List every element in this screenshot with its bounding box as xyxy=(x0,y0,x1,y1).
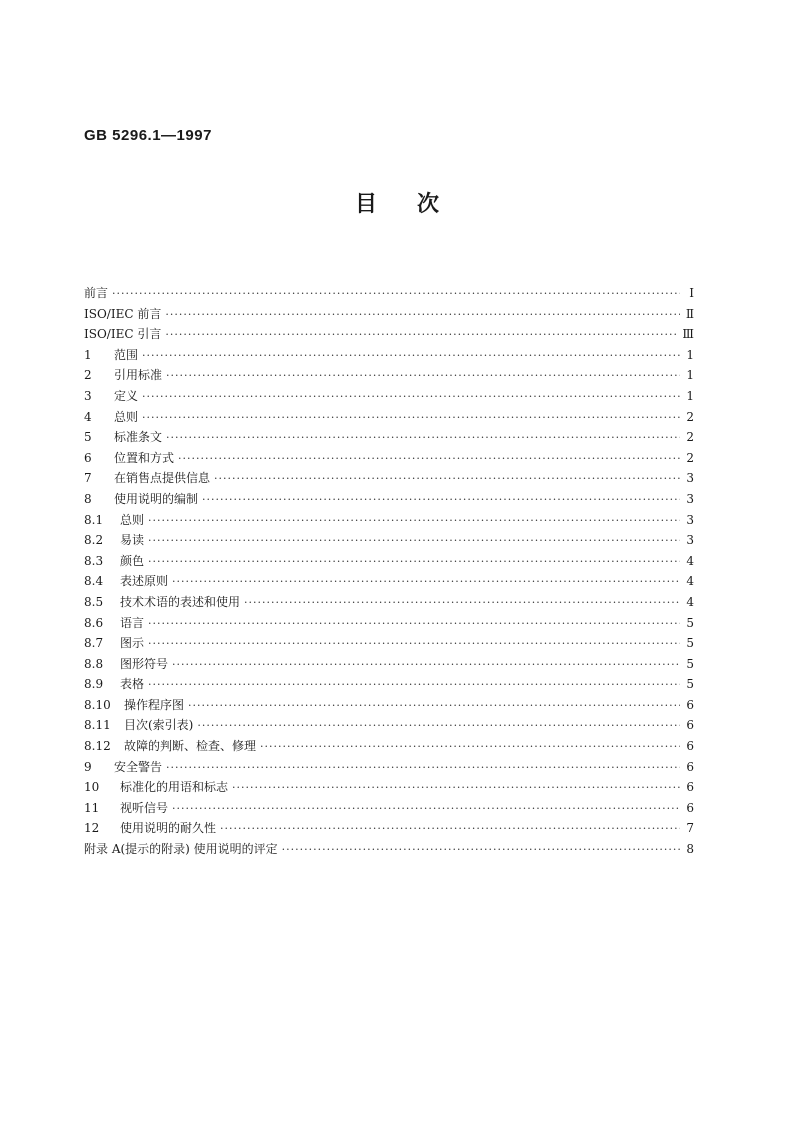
toc-entry-page: 3 xyxy=(686,533,694,548)
toc-entry[interactable] xyxy=(84,365,694,386)
toc-dot-leader xyxy=(112,284,680,305)
toc-entry[interactable] xyxy=(84,468,694,489)
toc-entry-title: 总则 xyxy=(120,512,145,527)
toc-entry[interactable] xyxy=(84,283,694,304)
toc-dot-leader xyxy=(148,634,680,655)
toc-entry[interactable] xyxy=(84,427,694,448)
toc-entry-title: 故障的判断、检查、修理 xyxy=(124,739,257,754)
toc-entry-title: 目次(索引表) xyxy=(124,718,194,733)
toc-entry-number: 8.2 xyxy=(84,533,104,548)
toc-entry[interactable] xyxy=(84,386,694,407)
toc-dot-leader xyxy=(197,716,680,737)
toc-entry-title: 操作程序图 xyxy=(124,697,185,712)
toc-entry-page: 4 xyxy=(686,553,694,568)
toc-dot-leader xyxy=(148,511,680,532)
toc-entry[interactable] xyxy=(84,839,694,860)
table-of-contents xyxy=(84,283,694,860)
toc-dot-leader xyxy=(142,387,680,408)
toc-dot-leader xyxy=(148,552,680,573)
toc-entry-page: 1 xyxy=(686,368,694,383)
toc-entry[interactable] xyxy=(84,304,694,325)
toc-entry-page: 6 xyxy=(686,780,694,795)
toc-entry-page: 6 xyxy=(686,697,694,712)
toc-entry[interactable] xyxy=(84,324,694,345)
toc-entry-page: 6 xyxy=(686,800,694,815)
toc-entry-page: 8 xyxy=(686,842,694,857)
toc-entry-number: 5 xyxy=(84,430,92,445)
toc-entry-title: 引用标准 xyxy=(114,368,163,383)
toc-entry[interactable] xyxy=(84,695,694,716)
toc-entry[interactable] xyxy=(84,674,694,695)
toc-entry[interactable] xyxy=(84,510,694,531)
toc-entry-number: 10 xyxy=(84,780,100,795)
toc-entry-page: 5 xyxy=(686,636,694,651)
toc-entry-page: 5 xyxy=(686,615,694,630)
toc-entry-title: 标准条文 xyxy=(114,430,163,445)
toc-dot-leader xyxy=(282,840,680,861)
toc-entry-number: 7 xyxy=(84,471,92,486)
toc-entry[interactable] xyxy=(84,613,694,634)
toc-entry-page: Ⅱ xyxy=(685,306,694,321)
toc-entry-page: 6 xyxy=(686,718,694,733)
toc-dot-leader xyxy=(214,469,680,490)
toc-entry-number: 3 xyxy=(84,388,92,403)
toc-entry-page: 7 xyxy=(686,821,694,836)
toc-dot-leader xyxy=(232,778,680,799)
toc-entry[interactable] xyxy=(84,489,694,510)
toc-entry[interactable] xyxy=(84,571,694,592)
toc-entry-page: 1 xyxy=(686,388,694,403)
toc-entry-page: 6 xyxy=(686,739,694,754)
toc-entry-title: 定义 xyxy=(114,388,139,403)
toc-dot-leader xyxy=(148,675,680,696)
toc-dot-leader xyxy=(178,449,680,470)
toc-entry-number: 8.1 xyxy=(84,512,104,527)
toc-entry[interactable] xyxy=(84,345,694,366)
toc-entry-title: 总则 xyxy=(114,409,139,424)
toc-dot-leader xyxy=(188,696,680,717)
toc-entry-page: 3 xyxy=(686,491,694,506)
toc-entry-page: 6 xyxy=(686,759,694,774)
toc-entry-number: 8.6 xyxy=(84,615,104,630)
toc-entry-title: 安全警告 xyxy=(114,759,163,774)
toc-entry-number: 8.9 xyxy=(84,677,104,692)
document-code: GB 5296.1—1997 xyxy=(84,127,212,144)
toc-entry-number: 11 xyxy=(84,800,100,815)
toc-entry-page: 3 xyxy=(686,512,694,527)
toc-entry[interactable] xyxy=(84,757,694,778)
toc-dot-leader xyxy=(244,593,680,614)
toc-entry-page: 2 xyxy=(686,450,694,465)
toc-entry-number: 6 xyxy=(84,450,92,465)
toc-entry-title: 图示 xyxy=(120,636,145,651)
toc-dot-leader xyxy=(166,758,680,779)
toc-entry-page: Ⅲ xyxy=(682,327,694,342)
toc-entry-number: 8.7 xyxy=(84,636,104,651)
toc-entry-page: 2 xyxy=(686,409,694,424)
toc-entry-title: 表格 xyxy=(120,677,145,692)
toc-dot-leader xyxy=(166,428,680,449)
toc-entry-title: 使用说明的耐久性 xyxy=(120,821,217,836)
toc-dot-leader xyxy=(142,408,680,429)
toc-entry[interactable] xyxy=(84,530,694,551)
toc-entry-title: ISO/IEC 前言 xyxy=(84,306,162,321)
toc-dot-leader xyxy=(148,531,680,552)
toc-entry-page: 2 xyxy=(686,430,694,445)
toc-entry-number: 8.5 xyxy=(84,594,104,609)
toc-entry-number: 8.3 xyxy=(84,553,104,568)
toc-entry[interactable] xyxy=(84,818,694,839)
toc-entry[interactable] xyxy=(84,798,694,819)
toc-entry-title: 范围 xyxy=(114,347,139,362)
toc-entry-page: Ⅰ xyxy=(689,286,694,300)
toc-entry-number: 8.12 xyxy=(84,739,111,754)
toc-entry[interactable] xyxy=(84,633,694,654)
toc-entry[interactable] xyxy=(84,592,694,613)
toc-entry-number: 1 xyxy=(84,347,92,362)
toc-entry-title: 在销售点提供信息 xyxy=(114,471,211,486)
toc-dot-leader xyxy=(165,325,678,346)
toc-entry-title: 视听信号 xyxy=(120,800,169,815)
toc-entry-title: 语言 xyxy=(120,615,145,630)
toc-dot-leader xyxy=(260,737,680,758)
toc-dot-leader xyxy=(165,305,680,326)
toc-dot-leader xyxy=(202,490,680,511)
toc-entry-title: 易读 xyxy=(120,533,145,548)
toc-dot-leader xyxy=(172,799,680,820)
toc-entry-page: 4 xyxy=(686,574,694,589)
toc-entry-title: 前言 xyxy=(84,286,109,300)
toc-entry-title: 表述原则 xyxy=(120,574,169,589)
toc-entry-number: 4 xyxy=(84,409,92,424)
toc-entry-number: 8.11 xyxy=(84,718,111,733)
toc-dot-leader xyxy=(148,614,680,635)
toc-entry-page: 3 xyxy=(686,471,694,486)
toc-entry-title: 图形符号 xyxy=(120,656,169,671)
toc-entry-number: 8 xyxy=(84,491,92,506)
toc-entry-title: 附录 A(提示的附录) 使用说明的评定 xyxy=(84,842,278,857)
toc-dot-leader xyxy=(172,572,680,593)
toc-entry-number: 8.4 xyxy=(84,574,104,589)
toc-dot-leader xyxy=(220,819,680,840)
toc-entry-title: 使用说明的编制 xyxy=(114,491,199,506)
toc-dot-leader xyxy=(172,655,680,676)
toc-entry-title: ISO/IEC 引言 xyxy=(84,327,162,342)
toc-dot-leader xyxy=(142,346,680,367)
toc-entry-title: 颜色 xyxy=(120,553,145,568)
toc-entry[interactable] xyxy=(84,777,694,798)
toc-entry[interactable] xyxy=(84,551,694,572)
toc-entry-page: 1 xyxy=(686,347,694,362)
toc-entry[interactable] xyxy=(84,736,694,757)
toc-entry-page: 5 xyxy=(686,656,694,671)
toc-entry-number: 8.8 xyxy=(84,656,104,671)
toc-entry-number: 8.10 xyxy=(84,697,111,712)
toc-entry-number: 2 xyxy=(84,368,92,383)
toc-entry[interactable] xyxy=(84,654,694,675)
toc-entry-page: 4 xyxy=(686,594,694,609)
toc-entry[interactable] xyxy=(84,448,694,469)
toc-entry-title: 位置和方式 xyxy=(114,450,175,465)
toc-entry[interactable] xyxy=(84,715,694,736)
toc-entry-number: 12 xyxy=(84,821,100,836)
toc-entry-title: 标准化的用语和标志 xyxy=(120,780,229,795)
toc-entry[interactable] xyxy=(84,407,694,428)
page-title: 目次 xyxy=(354,192,479,217)
toc-dot-leader xyxy=(166,366,680,387)
toc-entry-number: 9 xyxy=(84,759,92,774)
toc-entry-page: 5 xyxy=(686,677,694,692)
toc-entry-title: 技术术语的表述和使用 xyxy=(120,594,241,609)
